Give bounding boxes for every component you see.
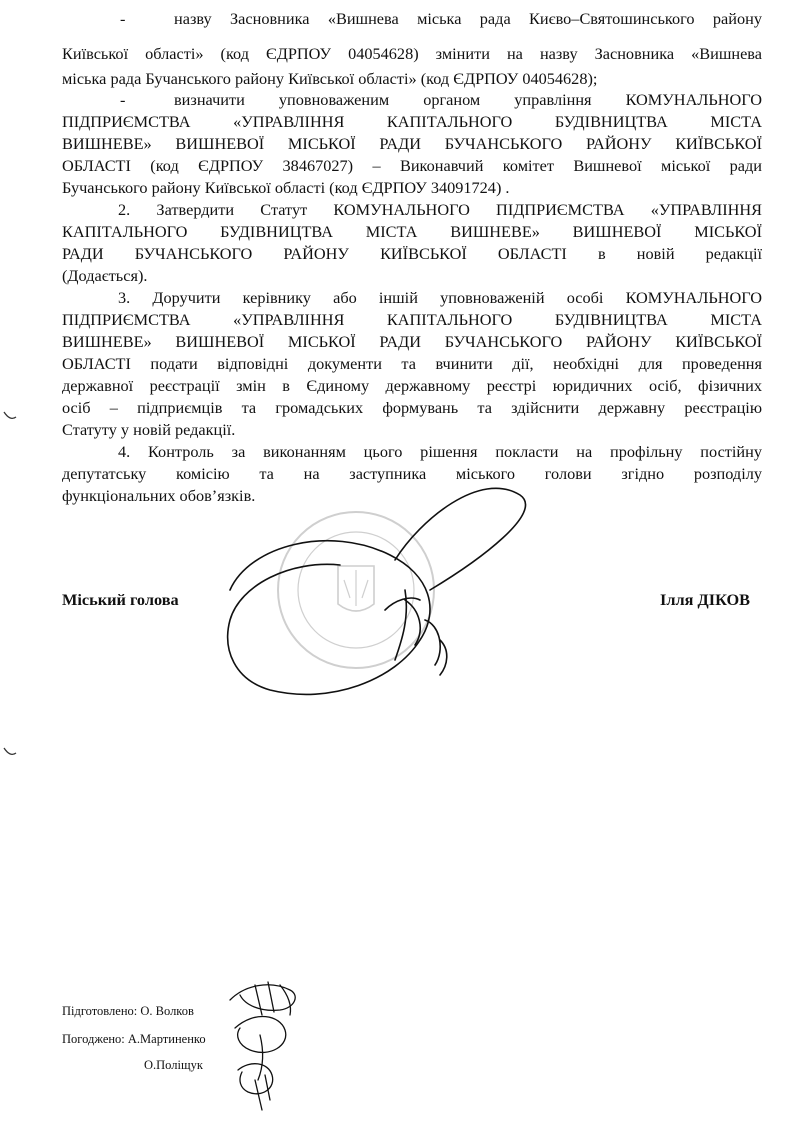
- body-text: міська рада Бучанського району Київської області» (код ЄДРПОУ 04054628);: [62, 69, 598, 88]
- body-text: ПІДПРИЄМСТВА «УПРАВЛІННЯ КАПІТАЛЬНОГО БУДІВНИЦТВА МІСТА: [62, 310, 762, 329]
- initials-signature-3: [238, 1064, 273, 1110]
- body-text: визначити уповноваженим органом управління КОМУНАЛЬНОГО: [174, 90, 762, 109]
- body-text: ВИШНЕВЕ» ВИШНЕВОЇ МІСЬКОЇ РАДИ БУЧАНСЬКОГО РАЙОНУ КИЇВСЬКОЇ: [62, 332, 762, 351]
- prepared-by: Підготовлено: О. Волков: [62, 1004, 194, 1018]
- body-text: ВИШНЕВЕ» ВИШНЕВОЇ МІСЬКОЇ РАДИ БУЧАНСЬКОГО РАЙОНУ КИЇВСЬКОЇ: [62, 134, 762, 153]
- body-text: осіб – підприємців та громадських формувань та здійснити державну реєстрацію: [62, 398, 762, 417]
- official-stamp: [278, 512, 434, 668]
- document-page: - назву Засновника «Вишнева міська рада Києво–Святошинського району Київської області» (код ЄДРПОУ 04054628) змінити на назву Засновника «Вишнева міська рада Бучанського району Київської області» (код ЄДРПОУ 04054628); - визначити уповноваженим органом управління КОМУНАЛЬНОГО ПІДПРИЄМСТВА «УПРАВЛІННЯ КАПІТАЛЬНОГО БУДІВНИЦТВА МІСТА ВИШНЕВЕ» ВИШНЕВОЇ МІСЬКОЇ РАДИ БУЧАНСЬКОГО РАЙОНУ КИЇВСЬКОЇ ОБЛАСТІ (код ЄДРПОУ 38467027) – Виконавчий комітет Вишневої міської ради Бучанського району Київської області (код ЄДРПОУ 34091724) . 2. Затвердити Статут КОМУНАЛЬНОГО ПІДПРИЄМСТВА «УПРАВЛІННЯ КАПІТАЛЬНОГО БУДІВНИЦТВА МІСТА ВИШНЕВЕ» ВИШНЕВОЇ МІСЬКОЇ РАДИ БУЧАНСЬКОГО РАЙОНУ КИЇВСЬКОЇ ОБЛАСТІ в новій редакції (Додається). 3. Доручити керівнику або іншій уповноваженій особі КОМУНАЛЬНОГО ПІДПРИЄМСТВА «УПРАВЛІННЯ КАПІТАЛЬНОГО БУДІВНИЦТВА МІСТА ВИШНЕВЕ» ВИШНЕВОЇ МІСЬКОЇ РАДИ БУЧАНСЬКОГО РАЙОНУ КИЇВСЬКОЇ ОБЛАСТІ подати відповідні документи та вчинити дії, необхідні для проведення державної реєстрації змін в Єдиному державному реєстрі юридичних осіб, фізичних осіб – підприємців та громадських формувань та здійснити державну реєстрацію Статуту у новій редакції. 4. Контроль за виконанням цього рішення покласти на профільну постійну депутатську комісію та на заступника міського голови згідно розподілу функціональних обов’язків. Міський голова Ілля ДІКОВ Підготовлено: О. Волков Погоджено: А.Мартиненко О.Поліщук: [0, 0, 800, 1148]
- body-text: ОБЛАСТІ подати відповідні документи та вчинити дії, необхідні для проведення: [62, 354, 762, 373]
- body-text: ОБЛАСТІ (код ЄДРПОУ 38467027) – Виконавчий комітет Вишневої міської ради: [62, 156, 762, 175]
- agreed-by: Погоджено: А.Мартиненко: [62, 1032, 206, 1046]
- mayor-signature: [228, 488, 526, 694]
- agreed-by-2: О.Поліщук: [144, 1058, 203, 1072]
- body-text: РАДИ БУЧАНСЬКОГО РАЙОНУ КИЇВСЬКОЇ ОБЛАСТІ в новій редакції: [62, 244, 762, 263]
- body-text: Статуту у новій редакції.: [62, 420, 236, 439]
- body-text: (Додається).: [62, 266, 148, 285]
- body-text: Київської області» (код ЄДРПОУ 04054628) змінити на назву Засновника «Вишнева: [62, 44, 762, 63]
- body-text: КАПІТАЛЬНОГО БУДІВНИЦТВА МІСТА ВИШНЕВЕ» ВИШНЕВОЇ МІСЬКОЇ: [62, 222, 762, 241]
- body-text: Бучанського району Київської області (код ЄДРПОУ 34091724) .: [62, 178, 510, 197]
- binding-mark: [4, 412, 16, 418]
- body-text: функціональних обов’язків.: [62, 486, 256, 505]
- body-text: 3. Доручити керівнику або іншій уповноваженій особі КОМУНАЛЬНОГО: [118, 288, 762, 307]
- binding-mark: [4, 748, 16, 754]
- initials-signature-1: [230, 982, 295, 1015]
- body-text: ПІДПРИЄМСТВА «УПРАВЛІННЯ КАПІТАЛЬНОГО БУДІВНИЦТВА МІСТА: [62, 112, 762, 131]
- signature-title: Міський голова: [62, 590, 179, 609]
- signature-name: Ілля ДІКОВ: [660, 590, 750, 609]
- body-text: 4. Контроль за виконанням цього рішення покласти на профільну постійну: [118, 442, 762, 461]
- body-text: державної реєстрації змін в Єдиному державному реєстрі юридичних осіб, фізичних: [62, 376, 762, 395]
- initials-signature-2: [235, 1016, 286, 1080]
- body-text: депутатську комісію та на заступника міського голови згідно розподілу: [62, 464, 762, 483]
- body-text: 2. Затвердити Статут КОМУНАЛЬНОГО ПІДПРИЄМСТВА «УПРАВЛІННЯ: [118, 200, 762, 219]
- body-text: назву Засновника «Вишнева міська рада Києво–Святошинського району: [174, 9, 762, 28]
